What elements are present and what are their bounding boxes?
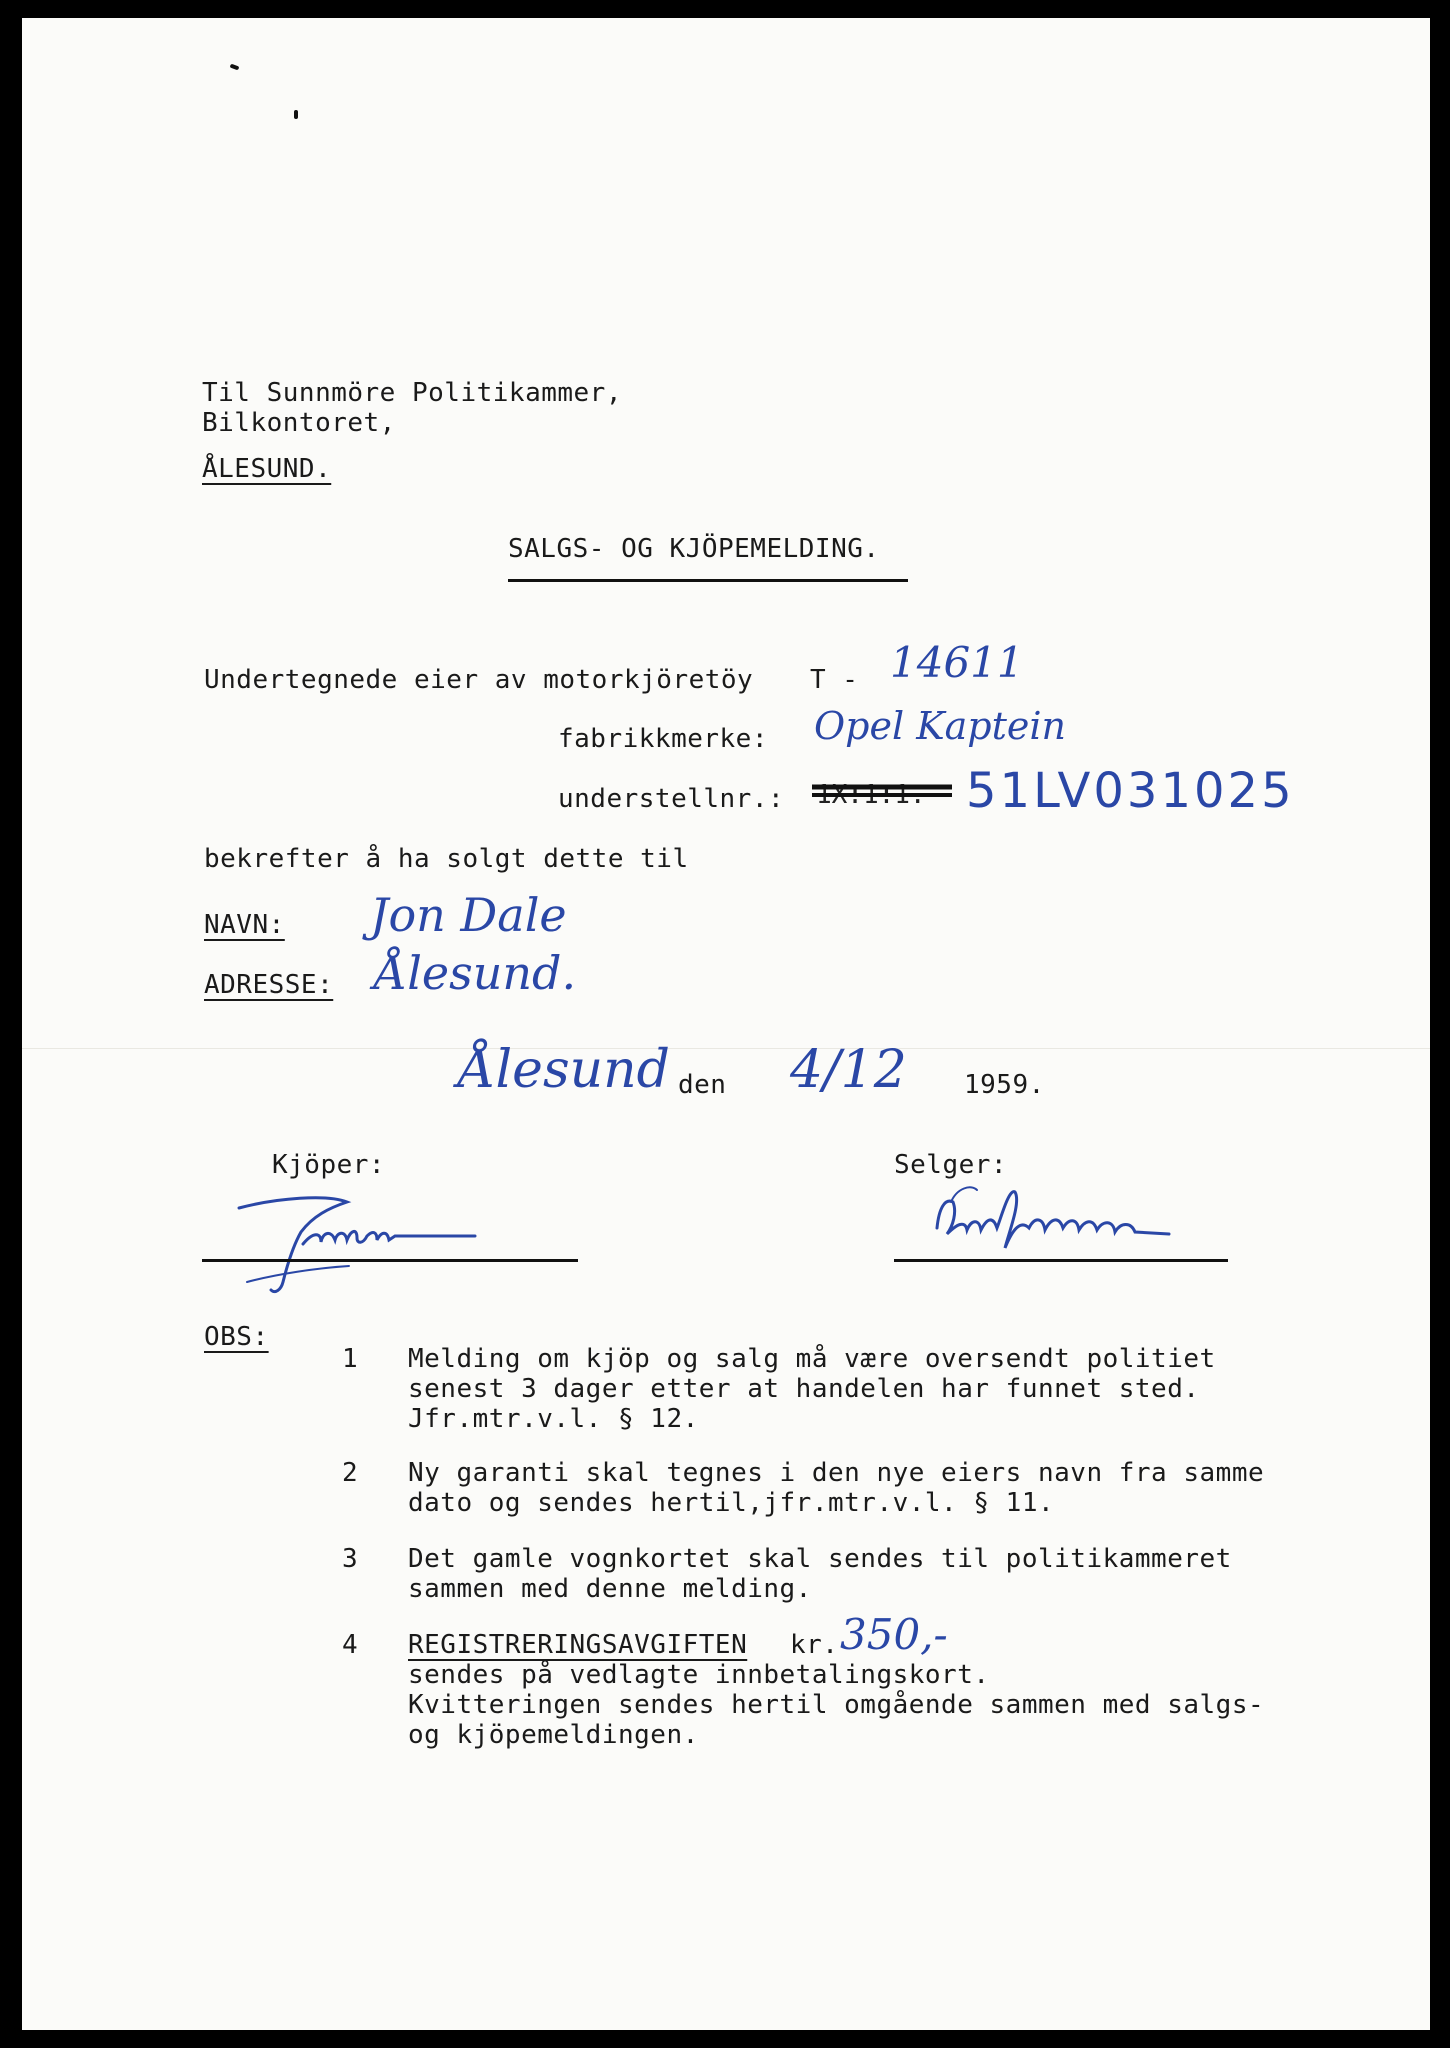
buyer-name: Jon Dale (370, 888, 567, 942)
den-label: den (678, 1070, 727, 1100)
obs-item-4-line: sendes på vedlagte innbetalingskort. (408, 1660, 990, 1690)
buyer-signature (217, 1186, 507, 1306)
make-value: Opel Kaptein (814, 704, 1066, 748)
address-label: ADRESSE: (204, 970, 334, 1000)
fee-label: REGISTRERINGSAVGIFTEN (408, 1630, 748, 1660)
buyer-signature-label: Kjöper: (272, 1150, 386, 1180)
obs-item-4-line: Kvitteringen sendes hertil omgående sammen med salgs- (408, 1690, 1265, 1720)
stray-mark (294, 110, 298, 119)
fee-amount: 350,- (840, 1610, 948, 1659)
obs-item-number: 1 (342, 1344, 358, 1374)
recipient-line-1: Til Sunnmöre Politikammer, (202, 378, 622, 408)
fee-kr-label: kr. (790, 1630, 839, 1660)
obs-item-number: 4 (342, 1630, 358, 1660)
year: 1959. (964, 1070, 1045, 1100)
obs-item-2-line: Ny garanti skal tegnes i den nye eiers navn fra samme (408, 1458, 1265, 1488)
date: 4/12 (790, 1040, 907, 1100)
document-title: SALGS- OG KJÖPEMELDING. (508, 534, 880, 564)
obs-item-3-line: Det gamle vognkortet skal sendes til politikammeret (408, 1544, 1232, 1574)
registration-prefix: T - (810, 665, 859, 695)
obs-item-1-line: Melding om kjöp og salg må være oversendt politiet (408, 1344, 1216, 1374)
svg-text:1X:1:1.: 1X:1:1. (816, 780, 926, 810)
seller-signature-line (894, 1259, 1228, 1262)
buyer-address: Ålesund. (374, 946, 577, 1000)
buyer-signature-line (202, 1259, 578, 1262)
seller-signature-label: Selger: (894, 1150, 1008, 1180)
obs-item-number: 3 (342, 1544, 358, 1574)
owner-statement-label: Undertegnede eier av motorkjöretöy (204, 665, 754, 695)
document-page (22, 18, 1430, 2030)
fold-line (22, 1048, 1430, 1049)
obs-item-number: 2 (342, 1458, 358, 1488)
obs-item-3-line: sammen med denne melding. (408, 1574, 812, 1604)
obs-label: OBS: (204, 1322, 269, 1352)
confirm-text: bekrefter å ha solgt dette til (204, 844, 689, 874)
obs-item-2-line: dato og sendes hertil,jfr.mtr.v.l. § 11. (408, 1488, 1055, 1518)
chassis-label: understellnr.: (558, 784, 785, 814)
recipient-city: ÅLESUND. (202, 454, 332, 484)
place: Ålesund (458, 1040, 670, 1100)
chassis-value: 51LV031025 (966, 763, 1295, 819)
name-label: NAVN: (204, 910, 285, 940)
make-label: fabrikkmerke: (558, 724, 768, 754)
obs-item-1-line: Jfr.mtr.v.l. § 12. (408, 1404, 699, 1434)
title-underline (508, 579, 908, 582)
obs-item-1-line: senest 3 dager etter at handelen har funnet sted. (408, 1374, 1200, 1404)
obs-item-4-line: og kjöpemeldingen. (408, 1720, 699, 1750)
registration-number: 14611 (890, 638, 1024, 687)
stray-mark (230, 64, 240, 71)
recipient-line-2: Bilkontoret, (202, 408, 396, 438)
struck-out-entry (810, 773, 960, 813)
